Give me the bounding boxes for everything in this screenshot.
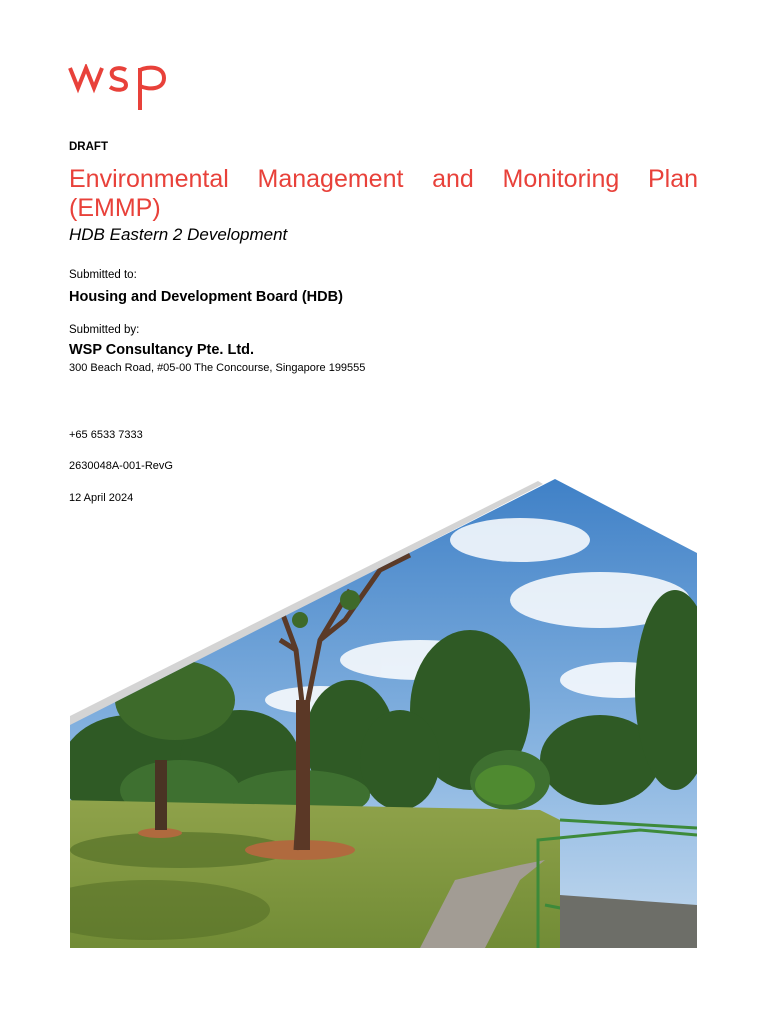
phone-number: +65 6533 7333 — [69, 429, 143, 441]
document-title: Environmental Management and Monitoring Plan (EMMP) — [69, 165, 698, 222]
document-reference: 2630048A-001-RevG — [69, 460, 173, 472]
submitted-to-label: Submitted to: — [69, 269, 137, 281]
submitted-by-org: WSP Consultancy Pte. Ltd. — [69, 342, 255, 358]
draft-label: DRAFT — [69, 141, 108, 153]
submitted-by-label: Submitted by: — [69, 324, 140, 336]
document-date: 12 April 2024 — [69, 492, 134, 504]
submitted-to-org: Housing and Development Board (HDB) — [69, 289, 343, 305]
document-subtitle: HDB Eastern 2 Development — [69, 225, 288, 244]
submitted-by-address: 300 Beach Road, #05-00 The Concourse, Singapore 199555 — [69, 362, 366, 374]
